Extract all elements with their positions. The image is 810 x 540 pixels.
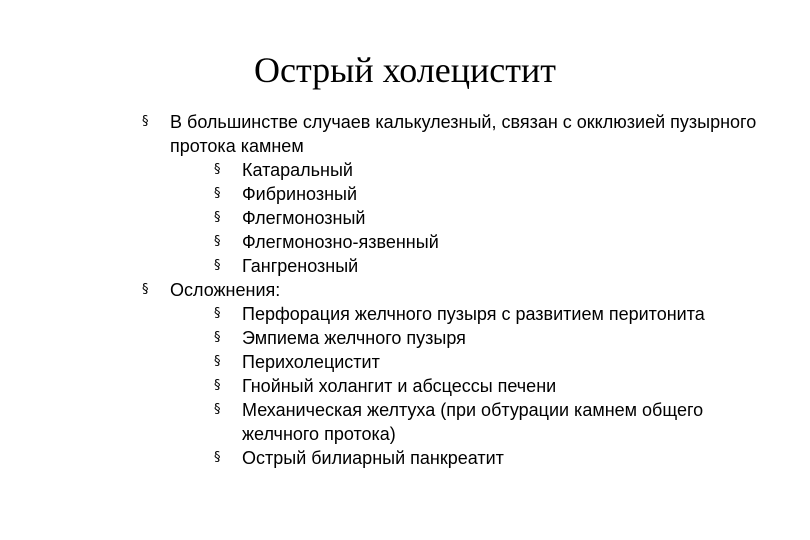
sub-list-item	[212, 182, 780, 206]
sub-list-item-text: Гнойный холангит и абсцессы печени	[242, 376, 557, 396]
list-item	[140, 278, 780, 470]
sub-list-item-text: Флегмонозный	[242, 208, 366, 228]
bullet-icon: §	[214, 186, 221, 201]
bullet-icon: §	[214, 258, 221, 273]
bullet-list	[140, 110, 780, 470]
list-item	[140, 110, 780, 278]
sub-list-item	[212, 446, 780, 470]
sub-list-item	[212, 398, 780, 446]
sub-list-item-text: Эмпиема желчного пузыря	[242, 328, 466, 348]
sub-list-item-text: Гангренозный	[242, 256, 359, 276]
sub-list-item	[212, 254, 780, 278]
sub-list-item	[212, 302, 780, 326]
bullet-icon: §	[214, 234, 221, 249]
list-item-text: Осложнения:	[170, 280, 281, 300]
list-item-text: В большинстве случаев калькулезный, связан с окклюзией пузырного протока камнем	[170, 112, 757, 156]
bullet-icon: §	[214, 378, 221, 393]
bullet-icon: §	[214, 402, 221, 417]
bullet-icon: §	[142, 282, 149, 297]
slide-title: Острый холецистит	[254, 50, 556, 90]
slide-content	[140, 110, 780, 470]
sub-bullet-list	[212, 158, 780, 278]
sub-list-item	[212, 374, 780, 398]
bullet-icon: §	[214, 306, 221, 321]
sub-list-item-text: Механическая желтуха (при обтурации камнем общего желчного протока)	[242, 400, 704, 444]
sub-list-item	[212, 206, 780, 230]
bullet-icon: §	[214, 162, 221, 177]
sub-list-item-text: Фибринозный	[242, 184, 358, 204]
bullet-icon: §	[214, 354, 221, 369]
bullet-icon: §	[214, 210, 221, 225]
bullet-icon: §	[142, 114, 149, 129]
sub-list-item-text: Флегмонозно-язвенный	[242, 232, 439, 252]
sub-list-item	[212, 350, 780, 374]
sub-list-item-text: Катаральный	[242, 160, 353, 180]
sub-bullet-list	[212, 302, 780, 470]
sub-list-item-text: Острый билиарный панкреатит	[242, 448, 504, 468]
bullet-icon: §	[214, 450, 221, 465]
sub-list-item	[212, 230, 780, 254]
sub-list-item	[212, 326, 780, 350]
bullet-icon: §	[214, 330, 221, 345]
sub-list-item-text: Перихолецистит	[242, 352, 380, 372]
sub-list-item	[212, 158, 780, 182]
sub-list-item-text: Перфорация желчного пузыря с развитием перитонита	[242, 304, 705, 324]
